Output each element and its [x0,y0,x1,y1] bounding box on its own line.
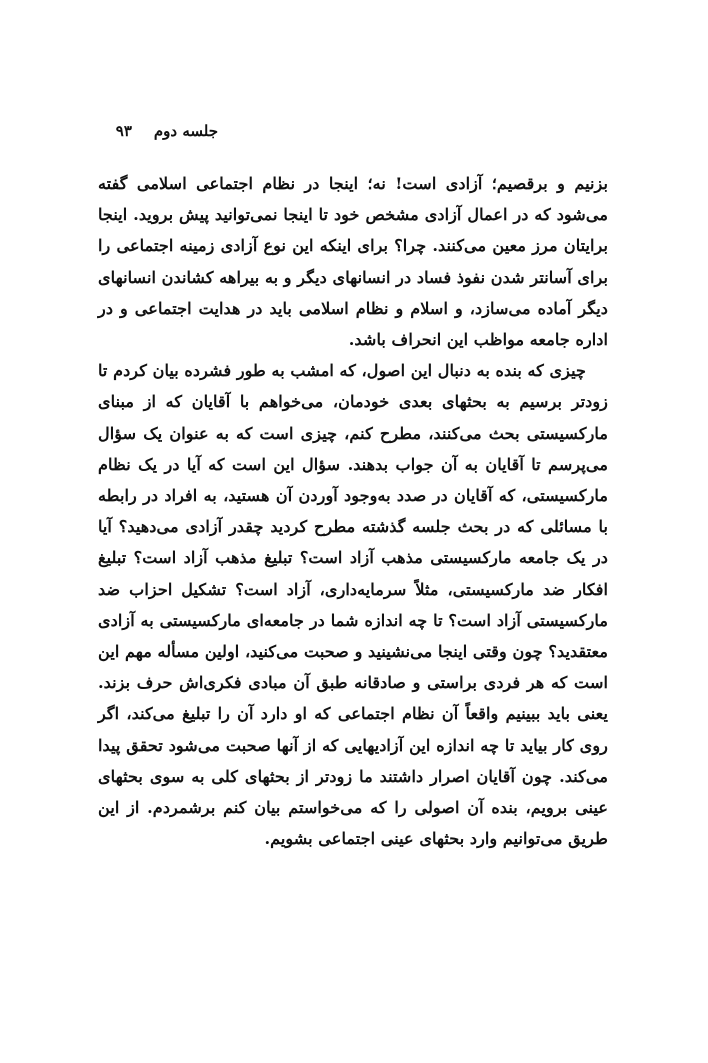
session-title: جلسه دوم [153,122,218,140]
body-text [98,168,608,854]
paragraph: بزنیم و برقصیم؛ آزادی است! نه؛ اینجا در نظام اجتماعی اسلامی گفته می‌شود که در اعمال آزادی مشخص خود تا اینجا نمی‌توانید پیش بروید. اینجا برایتان مرز معین می‌کنند. چرا؟ برای اینکه این نوع آزادی زمینه اجتماعی را برای آسانتر شدن نفوذ فساد در انسانهای دیگر و به بیراهه کشاندن انسانهای دیگر آماده می‌سازد، و اسلام و نظام اسلامی باید در هدایت اجتماعی و در اداره جامعه مواظب این انحراف باشد. [98,174,608,350]
page-number: ۹۳ [115,122,132,140]
running-header [88,122,218,144]
paragraph: چیزی که بنده به دنبال این اصول، که امشب به طور فشرده بیان کردم تا زودتر برسیم به بحثهای بعدی خودمان، می‌خواهم با آقایان که از مبنای مارکسیستی بحث می‌کنند، مطرح کنم، چیزی است که به عنوان یک سؤال می‌پرسم تا آقایان به آن جواب بدهند. سؤال این است که آیا در یک نظام مارکسیستی، که آقایان در صدد به‌وجود آوردن آن هستید، به افراد در رابطه با مسائلی که در بحث جلسه گذشته مطرح کردید چقدر آزادی می‌دهید؟ آیا در یک جامعه مارکسیستی مذهب آزاد است؟ تبلیغ مذهب آزاد است؟ تبلیغ افکار ضد مارکسیستی، مثلاً سرمایه‌داری، آزاد است؟ تشکیل احزاب ضد مارکسیستی آزاد است؟ تا چه اندازه شما در جامعه‌ای مارکسیستی به آزادی معتقدید؟ چون وقتی اینجا می‌نشینید و صحبت می‌کنید، اولین مسأله مهم این است که هر فردی براستی و صادقانه طبق آن مبادی فکری‌اش حرف بزند. یعنی باید ببینیم واقعاً آن نظام اجتماعی که او دارد آن را تبلیغ می‌کند، اگر روی کار بیاید تا چه اندازه این آزادیهایی که از آنها صحبت می‌شود تحقق پیدا می‌کند. چون آقایان اصرار داشتند ما زودتر از بحثهای کلی به سوی بحثهای عینی برویم، بنده آن اصولی را که می‌خواستم بیان کنم برشمردم. از این طریق می‌توانیم وارد بحثهای عینی اجتماعی بشویم. [98,361,608,849]
